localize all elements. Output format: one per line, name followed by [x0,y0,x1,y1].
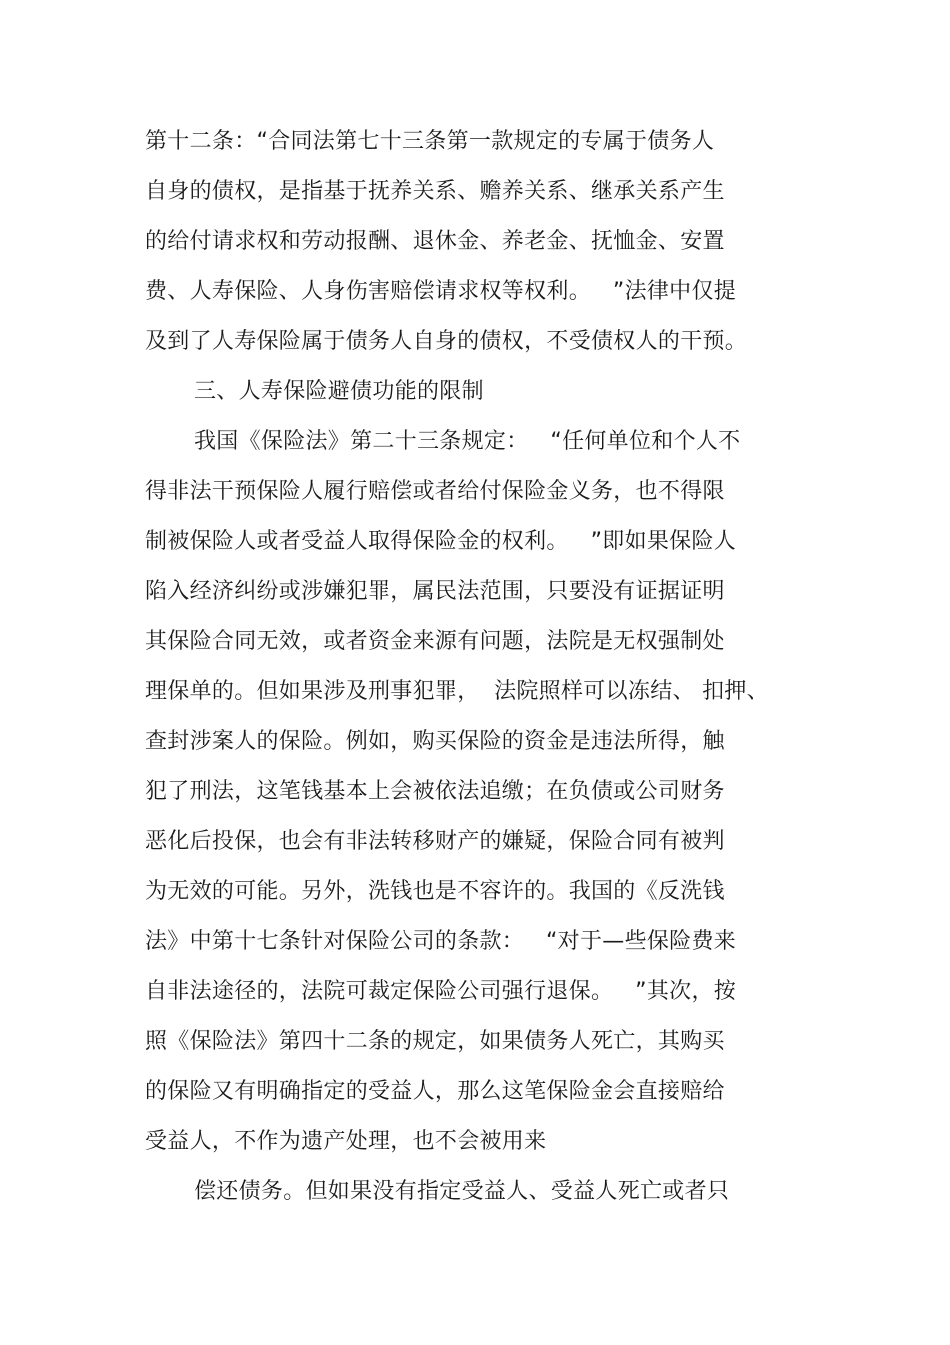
text-line: 理保单的。但如果涉及刑事犯罪， 法院照样可以冻结、 扣押、 [145,679,769,704]
text-line: 自非法途径的，法院可裁定保险公司强行退保。 ”其次，按 [145,979,737,1004]
text-line: 犯了刑法，这笔钱基本上会被依法追缴；在负债或公司财务 [145,779,725,804]
text-line: 查封涉案人的保险。例如，购买保险的资金是违法所得，触 [145,729,725,754]
text-line: 的保险又有明确指定的受益人，那么这笔保险金会直接赔给 [145,1079,725,1104]
text-line: 法》中第十七条针对保险公司的条款： “对于—些保险费来 [145,929,737,954]
text-line: 费、人寿保险、人身伤害赔偿请求权等权利。 ”法律中仅提 [145,279,737,304]
text-line: 第十二条：“合同法第七十三条第一款规定的专属于债务人 [145,129,715,154]
text-line: 及到了人寿保险属于债务人自身的债权，不受债权人的干预。 [145,329,748,354]
text-line: 的给付请求权和劳动报酬、退休金、养老金、抚恤金、安置 [145,229,725,254]
section-heading: 三、人寿保险避债功能的限制 [194,379,484,404]
text-line: 恶化后投保，也会有非法转移财产的嫌疑，保险合同有被判 [145,829,725,854]
text-line: 制被保险人或者受益人取得保险金的权利。 ”即如果保险人 [145,529,737,554]
text-line: 自身的债权，是指基于抚养关系、赡养关系、继承关系产生 [145,179,725,204]
text-line: 偿还债务。但如果没有指定受益人、受益人死亡或者只 [194,1179,730,1204]
text-line: 得非法干预保险人履行赔偿或者给付保险金义务，也不得限 [145,479,725,504]
text-line: 陷入经济纠纷或涉嫌犯罪，属民法范围，只要没有证据证明 [145,579,725,604]
text-line: 其保险合同无效，或者资金来源有问题，法院是无权强制处 [145,629,725,654]
text-line: 为无效的可能。另外，洗钱也是不容许的。我国的《反洗钱 [145,879,725,904]
text-line: 我国《保险法》第二十三条规定： “任何单位和个人不 [194,429,741,454]
text-line: 受益人，不作为遗产处理，也不会被用来 [145,1129,547,1154]
text-line: 照《保险法》第四十二条的规定，如果债务人死亡，其购买 [145,1029,725,1054]
